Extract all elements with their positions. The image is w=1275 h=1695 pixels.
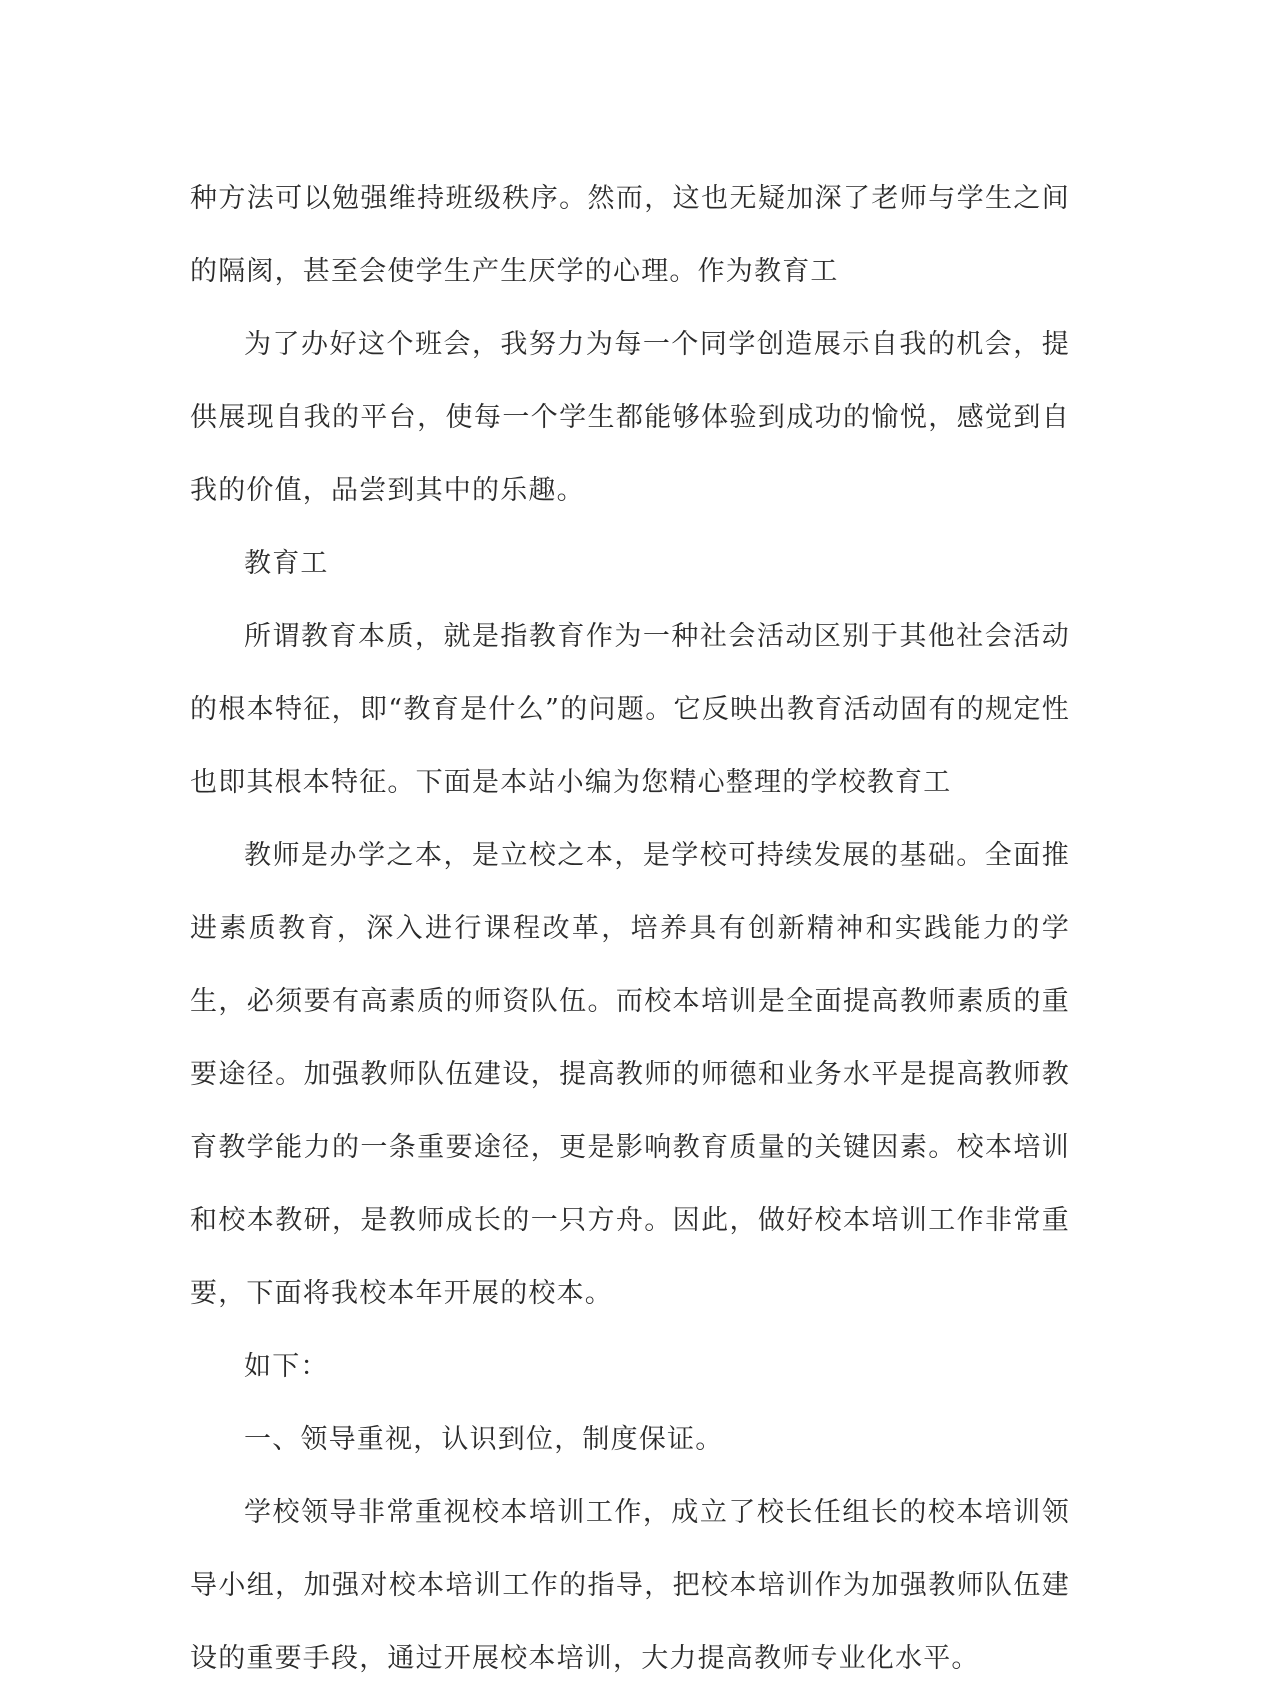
paragraph-7: 学校领导非常重视校本培训工作，成立了校长任组长的校本培训领导小组，加强对校本培训工作的指导，把校本培训作为加强教师队伍建设的重要手段，通过开展校本培训，大力提高教师专业化水平。 [190,1497,1070,1674]
paragraph-5: 教师是办学之本，是立校之本，是学校可持续发展的基础。全面推进素质教育，深入进行课程改革，培养具有创新精神和实践能力的学生，必须要有高素质的师资队伍。而校本培训是全面提高教师素质的重要途径。加强教师队伍建设，提高教师的师德和业务水平是提高教师教育教学能力的一条重要途径，更是影响教育质量的关键因素。校本培训和校本教研，是教师成长的一只方舟。因此，做好校本培训工作非常重要，下面将我校本年开展的校本。 [190,840,1070,1309]
paragraph-4: 所谓教育本质，就是指教育作为一种社会活动区别于其他社会活动的根本特征，即“教育是什么”的问题。它反映出教育活动固有的规定性也即其根本特征。下面是本站小编为您精心整理的学校教育工 [190,621,1070,798]
paragraph-6: 如下： [244,1351,329,1382]
paragraph-1: 种方法可以勉强维持班级秩序。然而，这也无疑加深了老师与学生之间的隔阂，甚至会使学生产生厌学的心理。作为教育工 [190,183,1070,287]
section-heading-1: 一、领导重视，认识到位，制度保证。 [244,1424,724,1455]
paragraph-2: 为了办好这个班会，我努力为每一个同学创造展示自我的机会，提供展现自我的平台，使每一个学生都能够体验到成功的愉悦，感觉到自我的价值，品尝到其中的乐趣。 [190,329,1070,506]
paragraph-3: 教育工 [244,548,329,579]
document-body [190,162,1070,1695]
